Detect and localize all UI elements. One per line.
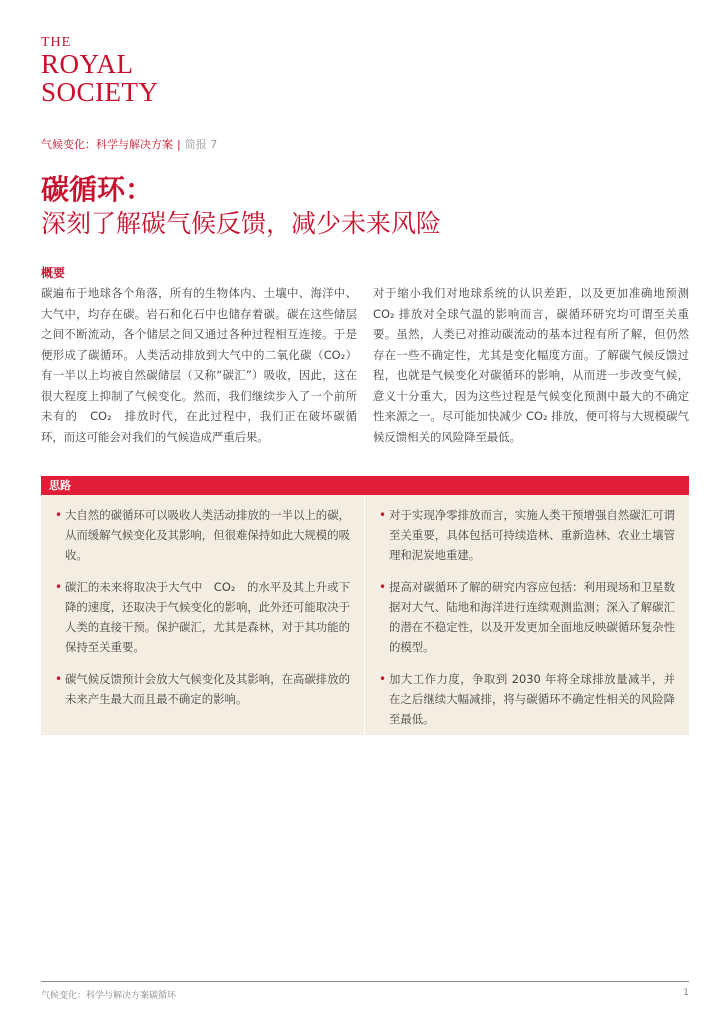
- summary-right-column: [373, 283, 689, 447]
- summary-left-column: [41, 283, 357, 447]
- page-subtitle: 深刻了解碳气候反馈，减少未来风险: [41, 209, 442, 238]
- list-item-text: 对于实现净零排放而言，实施人类干预增强自然碳汇可谓至关重要，具体包括可持续造林、重新造林、农业土壤管理和泥炭地重建。: [389, 508, 675, 562]
- logo-line-the: THE: [41, 35, 72, 50]
- summary-right-paragraph: 对于缩小我们对地球系统的认识差距，以及更加准确地预测 CO₂ 排放对全球气温的影响而言，碳循环研究均可谓至关重要。虽然，人类已对推动碳流动的基本过程有所了解，但仍然存在一些不确定性，尤其是变化幅度方面。了解碳气候反馈过程，也就是气候变化对碳循环的影响，从而进一步改变气候，意义十分重大，因为这些过程是气候变化预测中最大的不确定性来源之一。尽可能加快减少 CO₂ 排放，便可将与大规模碳气候反馈相关的风险降至最低。: [373, 286, 689, 444]
- list-item-text: 碳汇的未来将取决于大气中 CO₂ 的水平及其上升或下降的速度，还取决于气候变化的影响，此外还可能取决于人类的直接干预。保护碳汇，尤其是森林，对于其功能的保持至关重要。: [65, 580, 350, 654]
- royal-society-logo: [41, 36, 159, 106]
- series-name: 气候变化：科学与解决方案: [41, 138, 173, 151]
- series-divider: |: [177, 138, 181, 151]
- list-item-text: 碳气候反馈预计会放大气候变化及其影响，在高碳排放的未来产生最大而且最不确定的影响。: [65, 672, 350, 706]
- page-title: 碳循环：: [41, 173, 154, 206]
- ideas-left-column: [41, 495, 365, 735]
- brief-number: 简报 7: [184, 138, 218, 151]
- list-item: [55, 669, 350, 709]
- bullet-icon: •: [379, 508, 387, 522]
- bullet-icon: •: [55, 672, 63, 686]
- list-item: [379, 505, 675, 565]
- ideas-box: [41, 476, 689, 735]
- page-number: 1: [683, 988, 689, 998]
- ideas-right-column: [365, 495, 689, 735]
- bullet-icon: •: [379, 672, 387, 686]
- footer-divider: [41, 981, 689, 982]
- summary-left-paragraph: 碳遍布于地球各个角落，所有的生物体内、土壤中、海洋中、大气中，均存在碳。岩石和化石中也储存着碳。碳在这些储层之间不断流动，各个储层之间又通过各种过程相互连接。于是便形成了碳循环。人类活动排放到大气中的二氧化碳（CO₂）有一半以上均被自然碳储层（又称“碳汇”）吸收，因此，这在很大程度上抑制了气候变化。然而，我们继续步入了一个前所未有的 CO₂ 排放时代，在此过程中，我们正在破坏碳循环，而这可能会对我们的气候造成严重后果。: [41, 286, 357, 444]
- summary-heading: 概要: [41, 266, 66, 280]
- logo-line-society: SOCIETY: [41, 77, 159, 107]
- bullet-icon: •: [55, 580, 63, 594]
- footer-text: 气候变化：科学与解决方案碳循环: [41, 991, 177, 1001]
- list-item-text: 加大工作力度，争取到 2030 年将全球排放量减半，并在之后继续大幅减排，将与碳循环不确定性相关的风险降至最低。: [389, 672, 675, 726]
- bullet-icon: •: [379, 580, 387, 594]
- list-item: [55, 505, 350, 565]
- ideas-heading: 思路: [41, 476, 689, 495]
- list-item: [379, 669, 675, 729]
- list-item-text: 大自然的碳循环可以吸收人类活动排放的一半以上的碳，从而缓解气候变化及其影响，但很难保持如此大规模的吸收。: [65, 508, 350, 562]
- series-line: [41, 136, 217, 152]
- list-item-text: 提高对碳循环了解的研究内容应包括：利用现场和卫星数据对大气、陆地和海洋进行连续观测监测；深入了解碳汇的潜在不稳定性，以及开发更加全面地反映碳循环复杂性的模型。: [389, 580, 675, 654]
- list-item: [55, 577, 350, 657]
- bullet-icon: •: [55, 508, 63, 522]
- list-item: [379, 577, 675, 657]
- logo-line-royal: ROYAL: [41, 49, 134, 79]
